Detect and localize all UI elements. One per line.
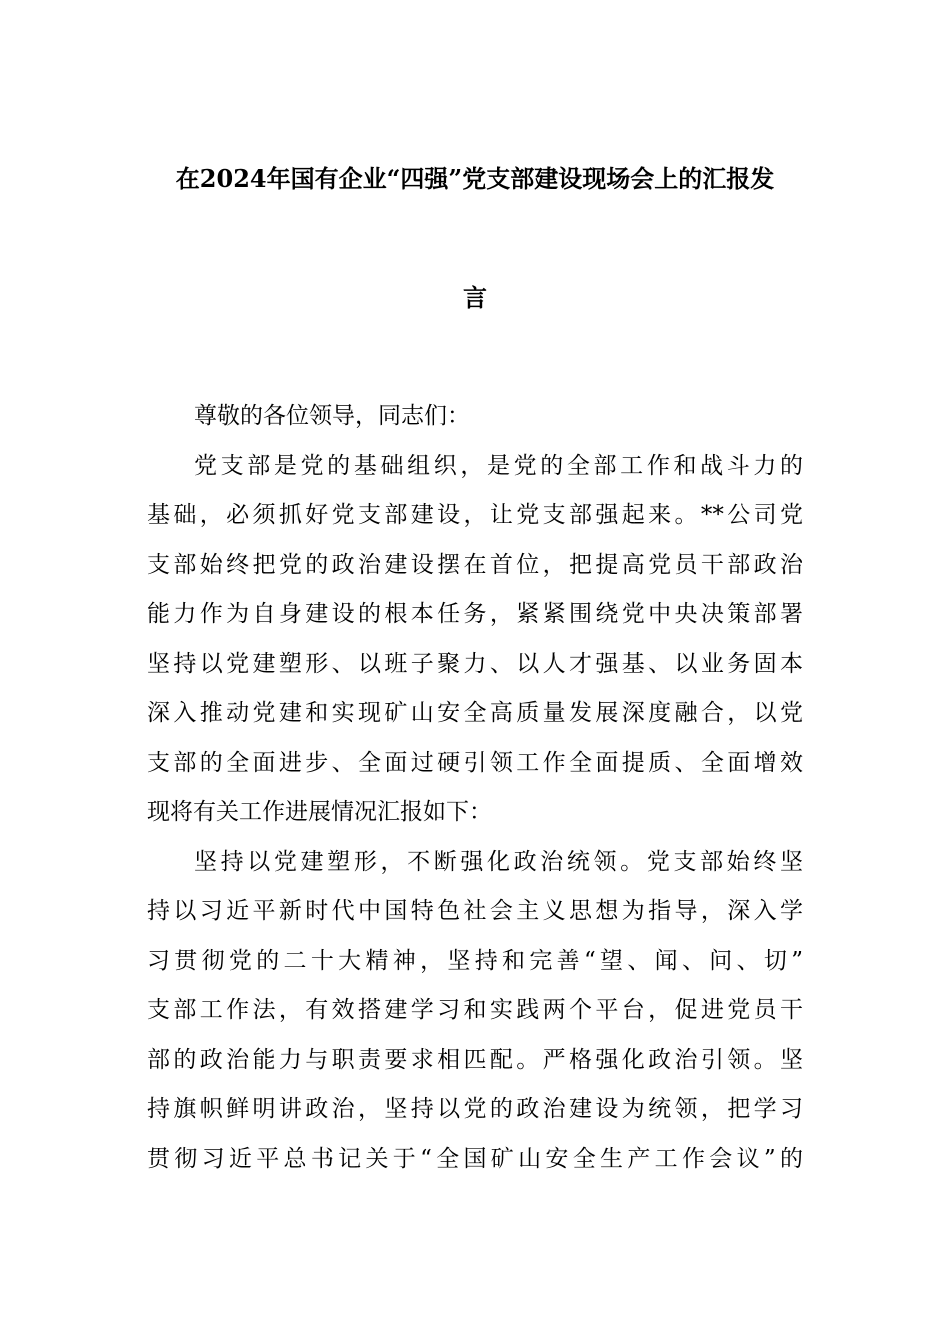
document-title-line-1: 在2024年国有企业“四强”党支部建设现场会上的汇报发	[175, 164, 775, 193]
paragraph-2-line-7: 贯彻习近平总书记关于“全国矿山安全生产工作会议”的	[147, 1145, 803, 1172]
paragraph-2-line-5: 部的政治能力与职责要求相匹配。严格强化政治引领。坚	[147, 1046, 803, 1073]
document-body	[147, 392, 803, 1184]
paragraph-2-line-3: 习贯彻党的二十大精神，坚持和完善“望、闻、问、切”	[147, 947, 803, 974]
paragraph-1-line-2: 基础，必须抓好党支部建设，让党支部强起来。**公司党	[147, 502, 803, 528]
document-title-line-2: 言	[463, 283, 487, 312]
paragraph-1-line-3: 支部始终把党的政治建设摆在首位，把提高党员干部政治	[147, 551, 803, 578]
paragraph-1-line-6: 深入推动党建和实现矿山安全高质量发展深度融合，以党	[147, 700, 803, 726]
paragraph-1-line-1: 党支部是党的基础组织，是党的全部工作和战斗力的	[194, 452, 803, 479]
paragraph-2-line-2: 持以习近平新时代中国特色社会主义思想为指导，深入学	[147, 898, 803, 924]
salutation: 尊敬的各位领导，同志们：	[194, 403, 470, 429]
paragraph-1-line-8: 现将有关工作进展情况汇报如下：	[147, 799, 492, 825]
paragraph-2-line-4: 支部工作法，有效搭建学习和实践两个平台，促进党员干	[147, 997, 803, 1023]
paragraph-2-line-1: 坚持以党建塑形，不断强化政治统领。党支部始终坚	[194, 848, 803, 875]
paragraph-1-line-7: 支部的全面进步、全面过硬引领工作全面提质、全面增效	[147, 749, 803, 776]
paragraph-2-line-6: 持旗帜鲜明讲政治，坚持以党的政治建设为统领，把学习	[147, 1096, 803, 1122]
paragraph-1-line-5: 坚持以党建塑形、以班子聚力、以人才强基、以业务固本	[147, 650, 803, 677]
paragraph-1-line-4: 能力作为自身建设的根本任务，紧紧围绕党中央决策部署	[147, 601, 803, 627]
